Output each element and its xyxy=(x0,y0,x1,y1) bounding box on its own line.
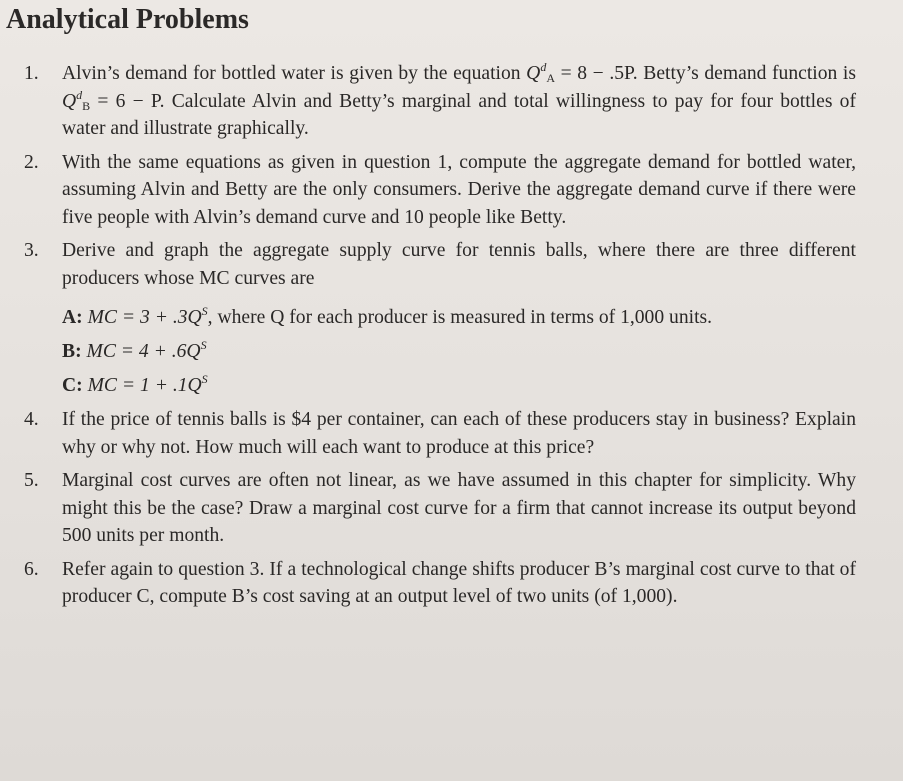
problem-2 xyxy=(24,149,856,232)
problem-list xyxy=(24,60,856,611)
problem-text: With the same equations as given in question 1, compute the aggregate demand for bottled water, assuming Alvin and Betty are the only consumers. Derive the aggregate demand curve if there were five people with Alvin’s demand curve and 10 people like Betty. xyxy=(62,151,856,228)
producer-c-equation: C: MC = $1 + .1Q^S$ xyxy=(62,372,208,396)
equation-alvin: $Q^d_A = 8 - .5P$. xyxy=(526,60,638,85)
problem-number: 6. xyxy=(24,558,39,580)
problem-3 xyxy=(24,237,856,400)
producer-a-equation: A: MC = $3 + .3Q^S$, where Q for each producer is measured in terms of 1,000 units. xyxy=(62,304,713,328)
equation-betty: $Q^d_B = 6 - P$. xyxy=(62,87,165,113)
problem-text: Calculate Alvin and Betty’s marginal and total willingness to pay for four bottles of water and illustrate graphically. xyxy=(62,90,856,139)
problem-6 xyxy=(24,556,856,611)
problem-text: Derive and graph the aggregate supply curve for tennis balls, where there are three different producers whose MC curves are xyxy=(62,240,856,289)
problem-5 xyxy=(24,467,856,550)
problem-text: If the price of tennis balls is $4 per container, can each of these producers stay in business? Explain why or why not. How much will each want to produce at this price? xyxy=(62,409,856,458)
problem-4 xyxy=(24,406,856,461)
problem-text: Betty’s demand function is xyxy=(637,63,856,84)
producer-b-equation: B: MC = $4 + .6Q^S$ xyxy=(62,338,207,362)
section-title: Analytical Problems xyxy=(6,4,249,35)
problem-number: 2. xyxy=(24,151,39,173)
problem-number: 4. xyxy=(24,409,39,430)
problem-1 xyxy=(24,60,856,143)
problem-number: 1. xyxy=(24,63,39,84)
problem-number: 5. xyxy=(24,470,39,491)
problem-text: Alvin’s demand for bottled water is given by the equation xyxy=(62,63,527,84)
problem-number: 3. xyxy=(24,240,39,261)
problem-text: Marginal cost curves are often not linear, as we have assumed in this chapter for simplicity. Why might this be the case? Draw a marginal cost curve for a firm that cannot increase its output beyond 500 units per month. xyxy=(62,470,856,546)
problem-text: Refer again to question 3. If a technological change shifts producer B’s marginal cost curve to that of producer C, compute B’s cost saving at an output level of two units (of 1,000). xyxy=(62,558,856,607)
